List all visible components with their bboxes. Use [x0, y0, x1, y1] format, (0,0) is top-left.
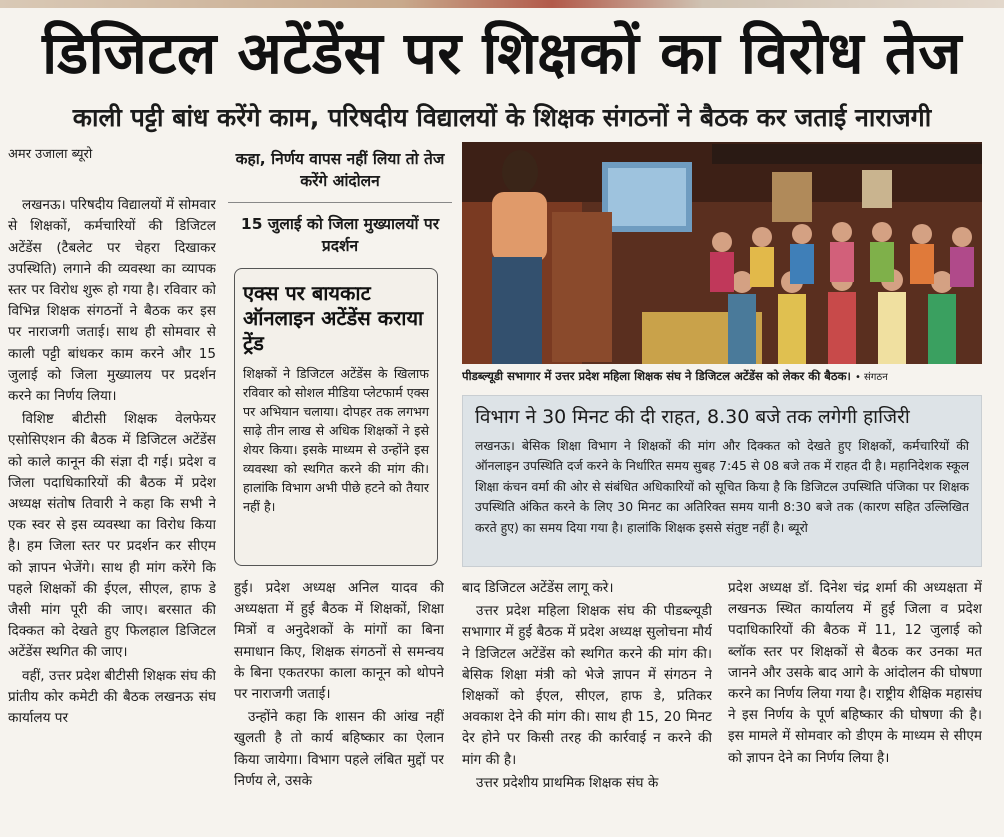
paragraph: वहीं, उत्तर प्रदेश बीटीसी शिक्षक संघ की प्रांतीय कोर कमेटी की बैठक लखनऊ संघ कार्यालय पर [8, 667, 216, 727]
left-column [8, 144, 216, 834]
boxed-story-body: शिक्षकों ने डिजिटल अटेंडेंस के खिलाफ रविवार को सोशल मीडिया प्लेटफार्म एक्स पर अभियान चलाया। दोपहर तक लगभग साढ़े तीन लाख से अधिक शिक्षकों ने इसे शेयर किया। इसके माध्यम से उन्होंने इस व्यवस्था को स्थगित करने की मांग की। हालांकि विभाग अभी पीछे हटने को तैयार नहीं है। [243, 366, 429, 514]
column-3 [462, 578, 712, 836]
byline: अमर उजाला ब्यूरो [8, 147, 93, 162]
paragraph: उत्तर प्रदेश महिला शिक्षक संघ की पीडब्ल्यूडी सभागार में हुई बैठक में प्रदेश अध्यक्ष सुलोचना मौर्य ने डिजिटल अटेंडेंस को स्थगित करने की मांग की। बेसिक शिक्षा मंत्री को भेजे ज्ञापन में संगठन ने शिक्षकों को ईएल, सीएल, हाफ डे, प्रतिकर अवकाश देने की मांग की। साथ ही 15, 20 मिनट देर होने पर किसी तरह की कार्रवाई न करने की मांग की है। [462, 603, 712, 768]
column-2 [234, 578, 444, 836]
paragraph: उन्होंने कहा कि शासन की आंख नहीं खुलती है तो कार्य बहिष्कार का ऐलान किया जायेगा। विभाग पहले लंबित मुद्दों पर निर्णय ले, उसके [234, 709, 444, 789]
mid-column-heads [228, 144, 452, 261]
mid-head: 15 जुलाई को जिला मुख्यालयों पर प्रदर्शन [228, 202, 452, 261]
paragraph: हुई। प्रदेश अध्यक्ष अनिल यादव की अध्यक्षता में हुई बैठक में शिक्षकों, शिक्षा मित्रों व अनुदेशकों के मांगों का बिना समाधान किए, शिक्षक संगठनों से समन्वय के बिना एकतरफा काला कानून को थोपने पर नाराजगी जताई। [234, 580, 444, 703]
paragraph: लखनऊ। परिषदीय विद्यालयों में सोमवार से शिक्षकों, कर्मचारियों की डिजिटल अटेंडेंस (टैबलेट पर चेहरा दिखाकर उपस्थिति) लगाने की व्यवस्था का व्यापक स्तर पर विरोध शुरू हो गया है। रविवार को विभिन्न शिक्षक संगठनों ने बैठक कर इस पर नाराजगी जताई। साथ ही सोमवार से काली पट्टी बांधकर काम करने और 15 जुलाई को जिला मुख्यालय पर प्रदर्शन करने का निर्णय लिया। [8, 197, 216, 405]
top-color-strip [0, 0, 1004, 8]
boxed-story [234, 268, 438, 566]
relief-box [462, 395, 982, 567]
paragraph: विशिष्ट बीटीसी शिक्षक वेलफेयर एसोसिएशन की बैठक में डिजिटल अटेंडेंस को काले कानून की संज्ञा दी गई। प्रदेश व जिला पदाधिकारियों की बैठक में प्रदेश अध्यक्ष संतोष तिवारी ने कहा कि सभी ने एक स्वर से इस व्यवस्था का विरोध किया है। हम जिला स्तर पर प्रदर्शन कर सीएम को ज्ञापन भेजेंगे। साथ ही मांग करेंगे कि पहले शिक्षकों की ईएल, सीएल, हाफ डे जैसी मांग पूरी की जाए। बरसात की दिक्कत को देखते हुए फिलहाल डिजिटल अटेंडेंस स्थगित की जाए। [8, 411, 216, 661]
photo-caption-text: पीडब्ल्यूडी सभागार में उत्तर प्रदेश महिला शिक्षक संघ ने डिजिटल अटेंडेंस को लेकर की बैठक। [462, 369, 851, 383]
paragraph: बाद डिजिटल अटेंडेंस लागू करे। [462, 580, 614, 596]
paragraph: प्रदेश अध्यक्ष डॉ. दिनेश चंद्र शर्मा की अध्यक्षता में लखनऊ स्थित कार्यालय में हुई जिला व प्रदेश पदाधिकारियों की बैठक में 11, 12 जुलाई को ब्लॉक स्तर पर शिक्षकों से बैठक कर उनका मत जानने और उसके बाद आगे के आंदोलन की घोषणा करने का निर्णय लिया गया है। राष्ट्रीय शैक्षिक महासंघ ने इस निर्णय के पूर्ण बहिष्कार की घोषणा की है। इस मामले में सोमवार को डीएम के माध्यम से सीएम को ज्ञापन देने का निर्णय लिया है। [728, 580, 982, 766]
relief-box-title: विभाग ने 30 मिनट की दी राहत, 8.30 बजे तक लगेगी हाजिरी [475, 406, 910, 428]
meeting-photo-illustration [462, 142, 982, 364]
subheadline: काली पट्टी बांध करेंगे काम, परिषदीय विद्यालयों के शिक्षक संगठनों ने बैठक कर जताई नाराजगी [72, 103, 932, 132]
headline: डिजिटल अटेंडेंस पर शिक्षकों का विरोध तेज [42, 19, 962, 87]
meeting-photo [462, 142, 982, 364]
column-4 [728, 578, 982, 836]
boxed-story-title: एक्स पर बायकाट ऑनलाइन अटेंडेंस कराया ट्रेंड [243, 281, 424, 355]
mid-head: कहा, निर्णय वापस नहीं लिया तो तेज करेंगे आंदोलन [235, 150, 445, 190]
paragraph: उत्तर प्रदेशीय प्राथमिक शिक्षक संघ के [476, 774, 659, 791]
photo-credit: • संगठन [854, 372, 888, 383]
photo-caption [462, 365, 982, 387]
relief-box-body: लखनऊ। बेसिक शिक्षा विभाग ने शिक्षकों की मांग और दिक्कत को देखते हुए शिक्षकों, कर्मचारियों की ऑनलाइन उपस्थिति दर्ज करने के निर्धारित समय सुबह 7:45 से 08 बजे तक में राहत दी है। महानिदेशक स्कूल शिक्षा कंचन वर्मा की ओर से संबंधित अधिकारियों को सूचित किया है कि डिजिटल उपस्थिति पंजिका पर शिक्षक उपस्थिति अंकित करने के लिए 30 मिनट का अतिरिक्त समय यानी 8:30 बजे तक (कारण सहित उल्लिखित करते हुए) का समय दिया गया है। हालांकि शिक्षक इससे संतुष्ट नहीं है। ब्यूरो [475, 438, 969, 535]
